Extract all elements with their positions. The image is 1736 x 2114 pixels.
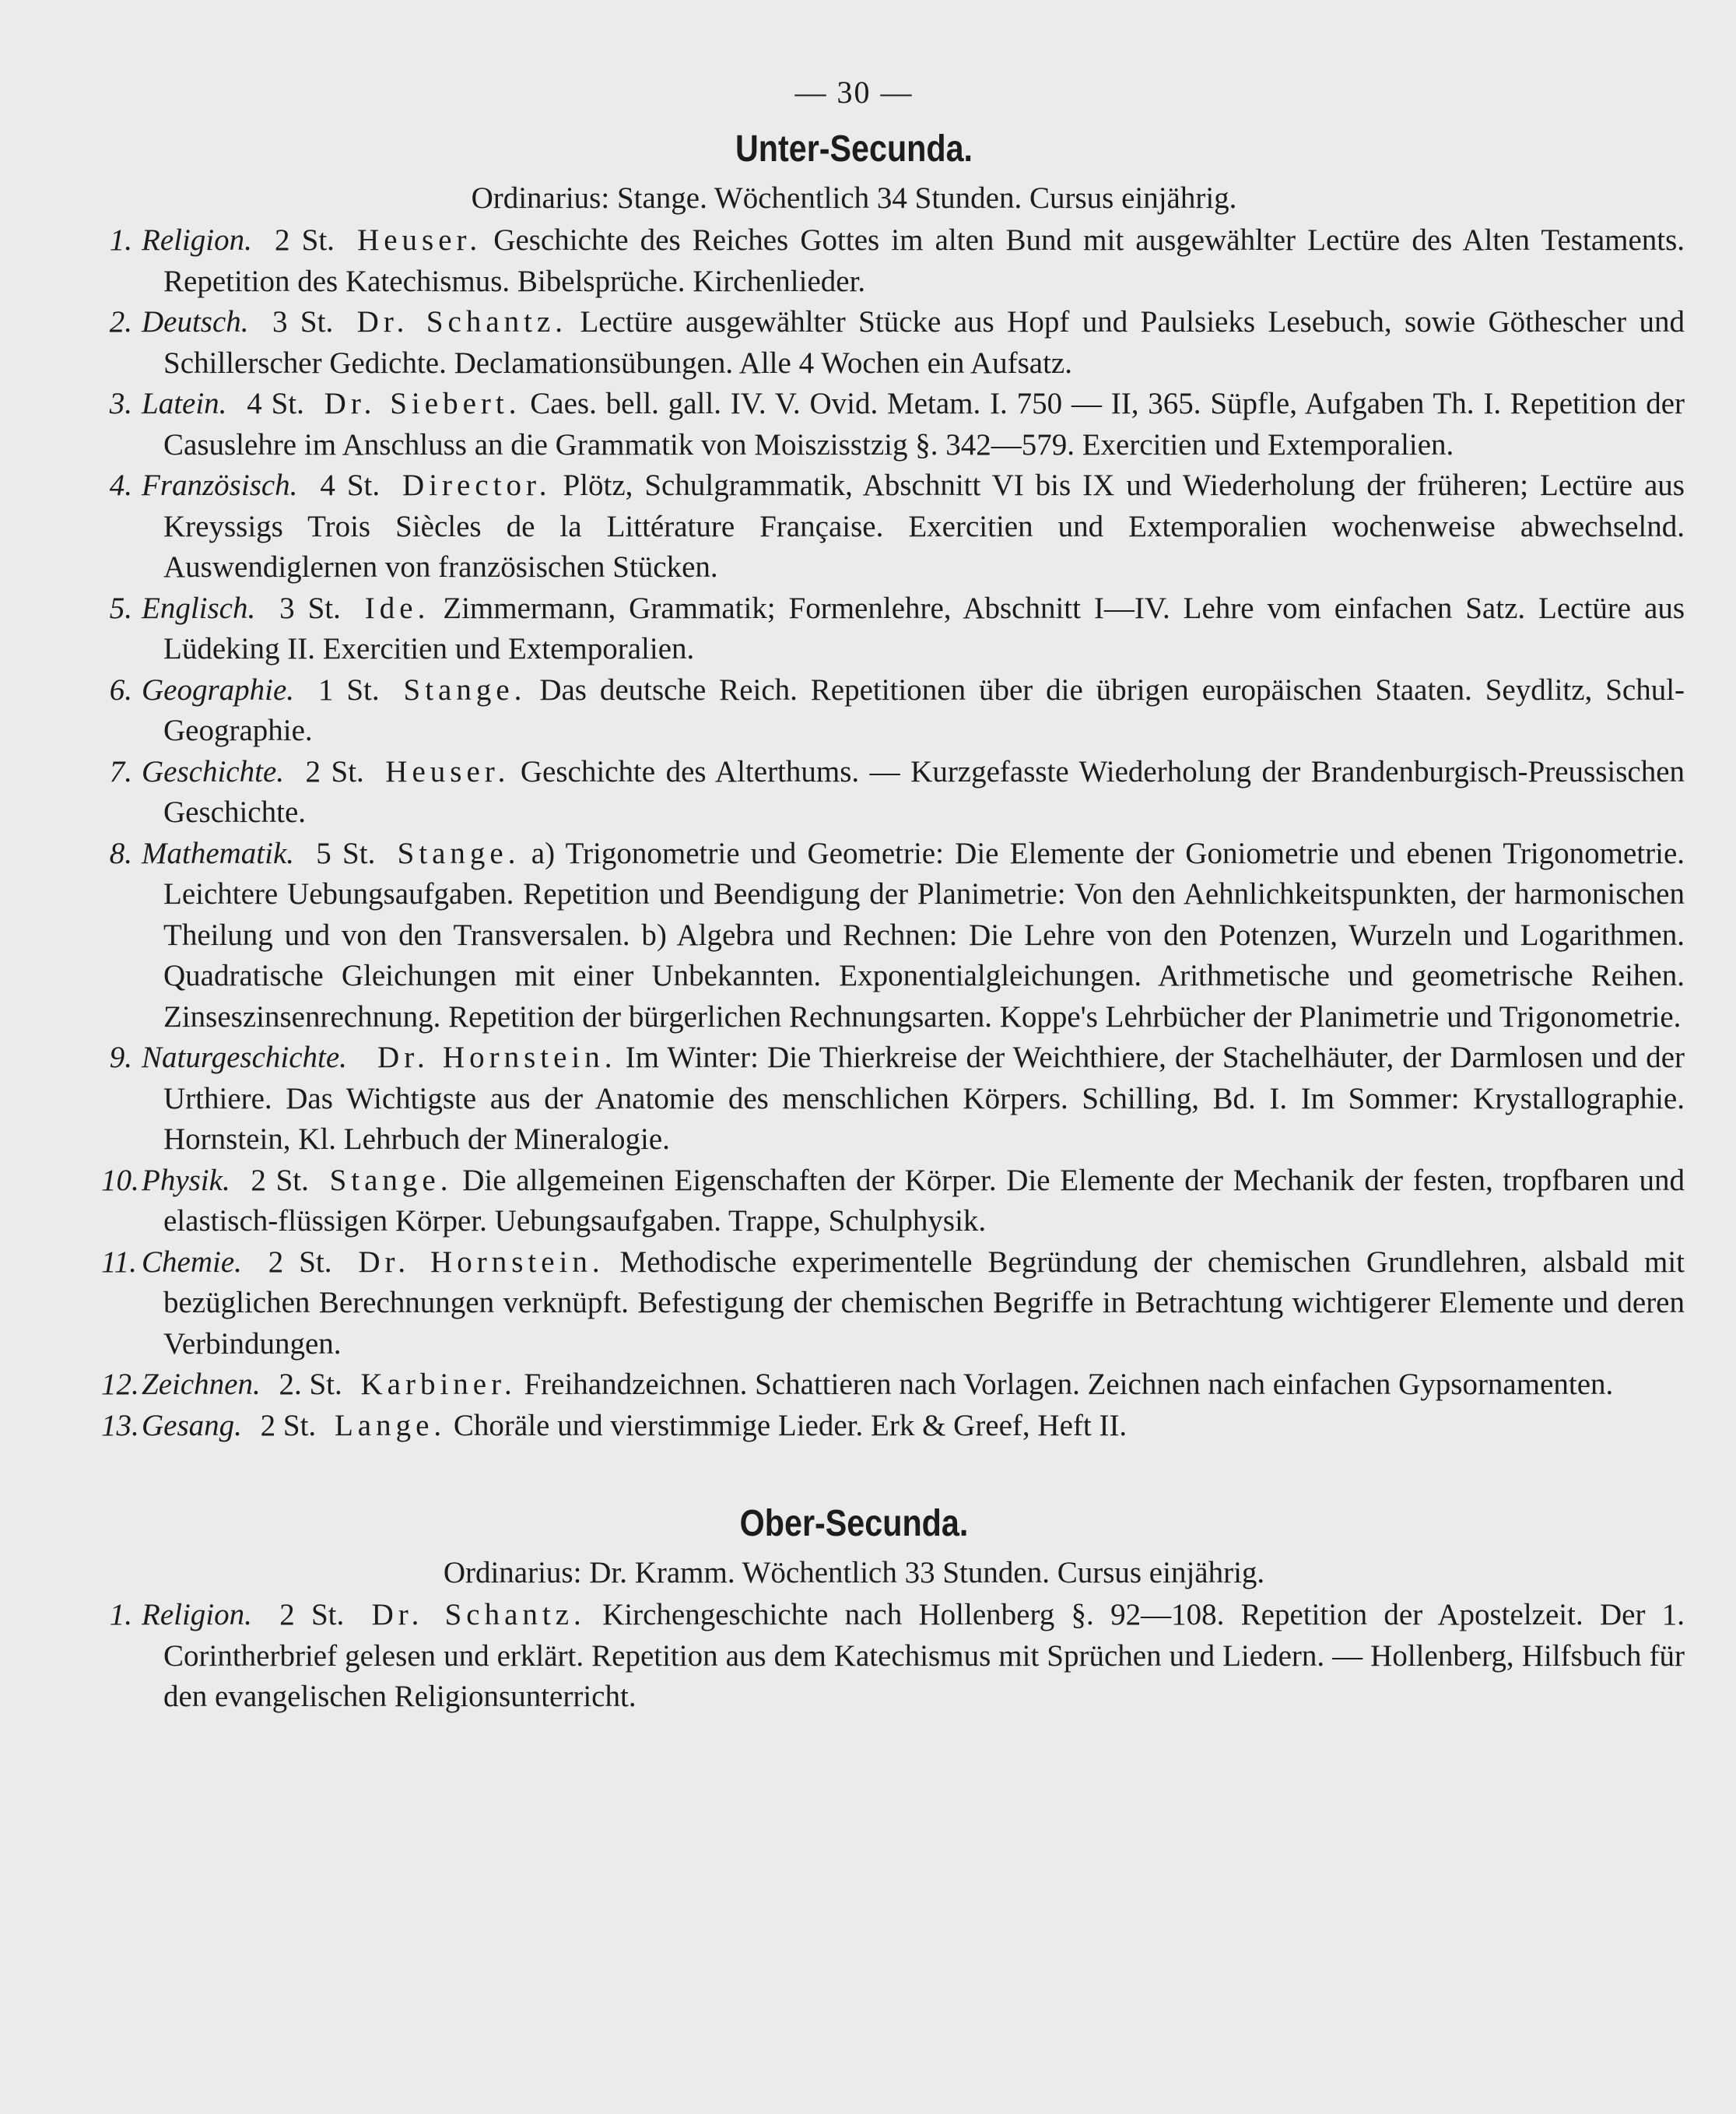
- subject-name: Deutsch.: [142, 305, 249, 339]
- entry-number: 10.: [101, 1163, 139, 1197]
- subject-name: Zeichnen.: [142, 1368, 261, 1401]
- subject-name: Geographie.: [142, 672, 295, 707]
- subject-name: Physik.: [142, 1163, 230, 1197]
- teacher-name: Dr. Schantz.: [356, 305, 568, 339]
- subject-name: Geschichte.: [142, 754, 285, 788]
- entry-number: 5.: [109, 591, 132, 625]
- syllabus-text: Lectüre ausgewählter Stücke aus Hopf und Paulsieks Lesebuch, sowie Göthescher und Schillerscher Gedichte. Declamationsübungen. Alle 4 Wochen ein Aufsatz.: [163, 305, 1685, 380]
- weekly-hours: 3 St.: [272, 305, 334, 339]
- ordinarius-line: Ordinarius: Stange. Wöchentlich 34 Stunden. Cursus einjährig.: [471, 181, 1237, 215]
- teacher-name: Karbiner.: [360, 1368, 517, 1401]
- syllabus-text: Das deutsche Reich. Repetitionen über die übrigen europäischen Staaten. Seydlitz, Schul-Geographie.: [163, 672, 1685, 747]
- subject-entry: [109, 834, 1685, 1038]
- weekly-hours: 4 St.: [320, 469, 381, 502]
- section-title: Ober-Secunda.: [739, 1503, 969, 1544]
- entry-number: 3.: [109, 387, 132, 420]
- subject-entry: [109, 752, 1685, 834]
- entry-number: 8.: [109, 836, 132, 870]
- weekly-hours: 2 St.: [268, 1245, 332, 1279]
- syllabus-text: Die allgemeinen Eigenschaften der Körper. Die Elemente der Mechanik der festen, tropfbaren und elastisch-flüssigen Körper. Uebungsaufgaben. Trappe, Schulphysik.: [163, 1163, 1685, 1238]
- subject-name: Gesang.: [142, 1408, 242, 1442]
- teacher-name: Stange.: [397, 836, 521, 870]
- syllabus-text: Geschichte des Reiches Gottes im alten Bund mit ausgewählter Lectüre des Alten Testaments. Repetition des Katechismus. Bibelsprüche. Kirchenlieder.: [163, 223, 1685, 298]
- subject-entry: [109, 588, 1685, 670]
- subject-entry: [101, 1406, 1685, 1447]
- entry-number: 1.: [109, 1598, 132, 1631]
- entry-number: 4.: [109, 469, 132, 502]
- teacher-name: Stange.: [329, 1163, 453, 1197]
- subject-entry: [101, 1364, 1685, 1406]
- teacher-name: Dr. Hornstein.: [358, 1245, 605, 1279]
- entry-number: 9.: [109, 1041, 132, 1074]
- weekly-hours: 5 St.: [316, 836, 376, 870]
- teacher-name: Dr. Siebert.: [324, 387, 521, 420]
- subject-entry: [109, 1038, 1685, 1161]
- subject-name: Latein.: [142, 387, 227, 420]
- weekly-hours: 1 St.: [317, 672, 380, 707]
- weekly-hours: 3 St.: [279, 591, 341, 625]
- subject-entry: [101, 1161, 1685, 1242]
- weekly-hours: 2 St.: [260, 1408, 317, 1442]
- subject-entry: [101, 1242, 1685, 1365]
- subject-name: Chemie.: [142, 1245, 242, 1279]
- syllabus-text: Choräle und vierstimmige Lieder. Erk & Greef, Heft II.: [453, 1408, 1128, 1442]
- entry-number: 13.: [101, 1408, 139, 1442]
- teacher-name: Director.: [402, 469, 552, 502]
- subject-name: Englisch.: [142, 591, 256, 625]
- syllabus-text: Kirchengeschichte nach Hollenberg §. 92—108. Repetition der Apostelzeit. Der 1. Corintherbrief gelesen und erklärt. Repetition aus dem Katechismus mit Sprüchen und Liedern. — Hollenberg, Hilfsbuch für den evangelischen Religionsunterricht.: [163, 1598, 1685, 1713]
- subject-entry: [109, 465, 1685, 588]
- subject-entry: [109, 220, 1685, 302]
- teacher-name: Heuser.: [385, 754, 510, 788]
- weekly-hours: 2 St.: [251, 1163, 309, 1197]
- ordinarius-line: Ordinarius: Dr. Kramm. Wöchentlich 33 Stunden. Cursus einjährig.: [443, 1556, 1265, 1589]
- entry-number: 7.: [109, 754, 132, 788]
- teacher-name: Stange.: [403, 672, 527, 707]
- teacher-name: Lange.: [334, 1408, 447, 1442]
- subject-name: Religion.: [142, 1598, 252, 1631]
- section-gap: [163, 1446, 1685, 1502]
- weekly-hours: 2 St.: [279, 1598, 345, 1631]
- subject-list: [109, 1595, 1685, 1718]
- weekly-hours: 2 St.: [275, 223, 335, 257]
- entry-number: 1.: [109, 223, 132, 257]
- subject-name: Naturgeschichte.: [142, 1041, 347, 1074]
- syllabus-text: a) Trigonometrie und Geometrie: Die Elemente der Goniometrie und ebenen Trigonometrie. Leichtere Uebungsaufgaben. Repetition und Beendigung der Planimetrie: Von den Aehnlichkeitspunkten, der harmonischen Theilung und von den Transversalen. b) Algebra und Rechnen: Die Lehre von den Potenzen, Wurzeln und Logarithmen. Quadratische Gleichungen mit einer Unbekannten. Exponentialgleichungen. Arithmetische und geometrische Reihen. Zinseszinsenrechnung. Repetition der bürgerlichen Rechnungsarten. Koppe's Lehrbücher der Planimetrie und Trigonometrie.: [163, 836, 1685, 1034]
- weekly-hours: 2. St.: [279, 1368, 342, 1401]
- section-ober-secunda: [109, 1502, 1685, 1718]
- subject-name: Religion.: [142, 223, 252, 257]
- teacher-name: Dr. Hornstein.: [377, 1041, 617, 1074]
- subject-entry: [109, 302, 1685, 384]
- weekly-hours: 4 St.: [247, 387, 304, 420]
- syllabus-text: Caes. bell. gall. IV. V. Ovid. Metam. I. 750 — II, 365. Süpfle, Aufgaben Th. I. Repetition der Casuslehre im Anschluss an die Grammatik von Moiszisstzig §. 342—579. Exercitien und Extemporalien.: [163, 387, 1685, 462]
- syllabus-text: Geschichte des Alterthums. — Kurzgefasste Wiederholung der Brandenburgisch-Preussischen Geschichte.: [163, 754, 1685, 829]
- teacher-name: Heuser.: [357, 223, 482, 257]
- syllabus-text: Plötz, Schulgrammatik, Abschnitt VI bis IX und Wiederholung der früheren; Lectüre aus Kreyssigs Trois Siècles de la Littérature Française. Exercitien und Extemporalien wochenweise abwechselnd. Auswendiglernen von französischen Stücken.: [163, 469, 1685, 584]
- entry-number: 6.: [109, 672, 132, 707]
- teacher-name: Dr. Schantz.: [371, 1598, 586, 1631]
- subject-entry: [109, 384, 1685, 465]
- subject-entry: [109, 670, 1685, 752]
- entry-number: 2.: [109, 305, 132, 339]
- entry-number: 12.: [101, 1368, 139, 1401]
- subject-list: [101, 220, 1685, 1446]
- entry-number: 11.: [101, 1245, 137, 1279]
- syllabus-text: Zimmermann, Grammatik; Formenlehre, Abschnitt I—IV. Lehre vom einfachen Satz. Lectüre aus Lüdeking II. Exercitien und Extemporalien.: [163, 591, 1685, 665]
- section-unter-secunda: [101, 128, 1685, 1446]
- teacher-name: Ide.: [364, 591, 430, 625]
- syllabus-text: Freihandzeichnen. Schattieren nach Vorlagen. Zeichnen nach einfachen Gypsornamenten.: [524, 1368, 1614, 1401]
- weekly-hours: 2 St.: [305, 754, 364, 788]
- subject-name: Mathematik.: [142, 836, 295, 870]
- syllabus-text: Methodische experimentelle Begründung der chemischen Grundlehren, alsbald mit bezüglichen Berechnungen verknüpft. Befestigung der chemischen Begriffe in Betrachtung wichtigerer Elemente und deren Verbindungen.: [163, 1245, 1685, 1361]
- page-number: — 30 —: [794, 75, 914, 110]
- section-title: Unter-Secunda.: [735, 128, 973, 170]
- subject-name: Französisch.: [142, 469, 298, 502]
- syllabus-text: Im Winter: Die Thierkreise der Weichthiere, der Stachelhäuter, der Darmlosen und der Urthiere. Das Wichtigste aus der Anatomie des menschlichen Körpers. Schilling, Bd. I. Im Sommer: Krystallographie. Hornstein, Kl. Lehrbuch der Mineralogie.: [163, 1041, 1685, 1156]
- subject-entry: [109, 1595, 1685, 1718]
